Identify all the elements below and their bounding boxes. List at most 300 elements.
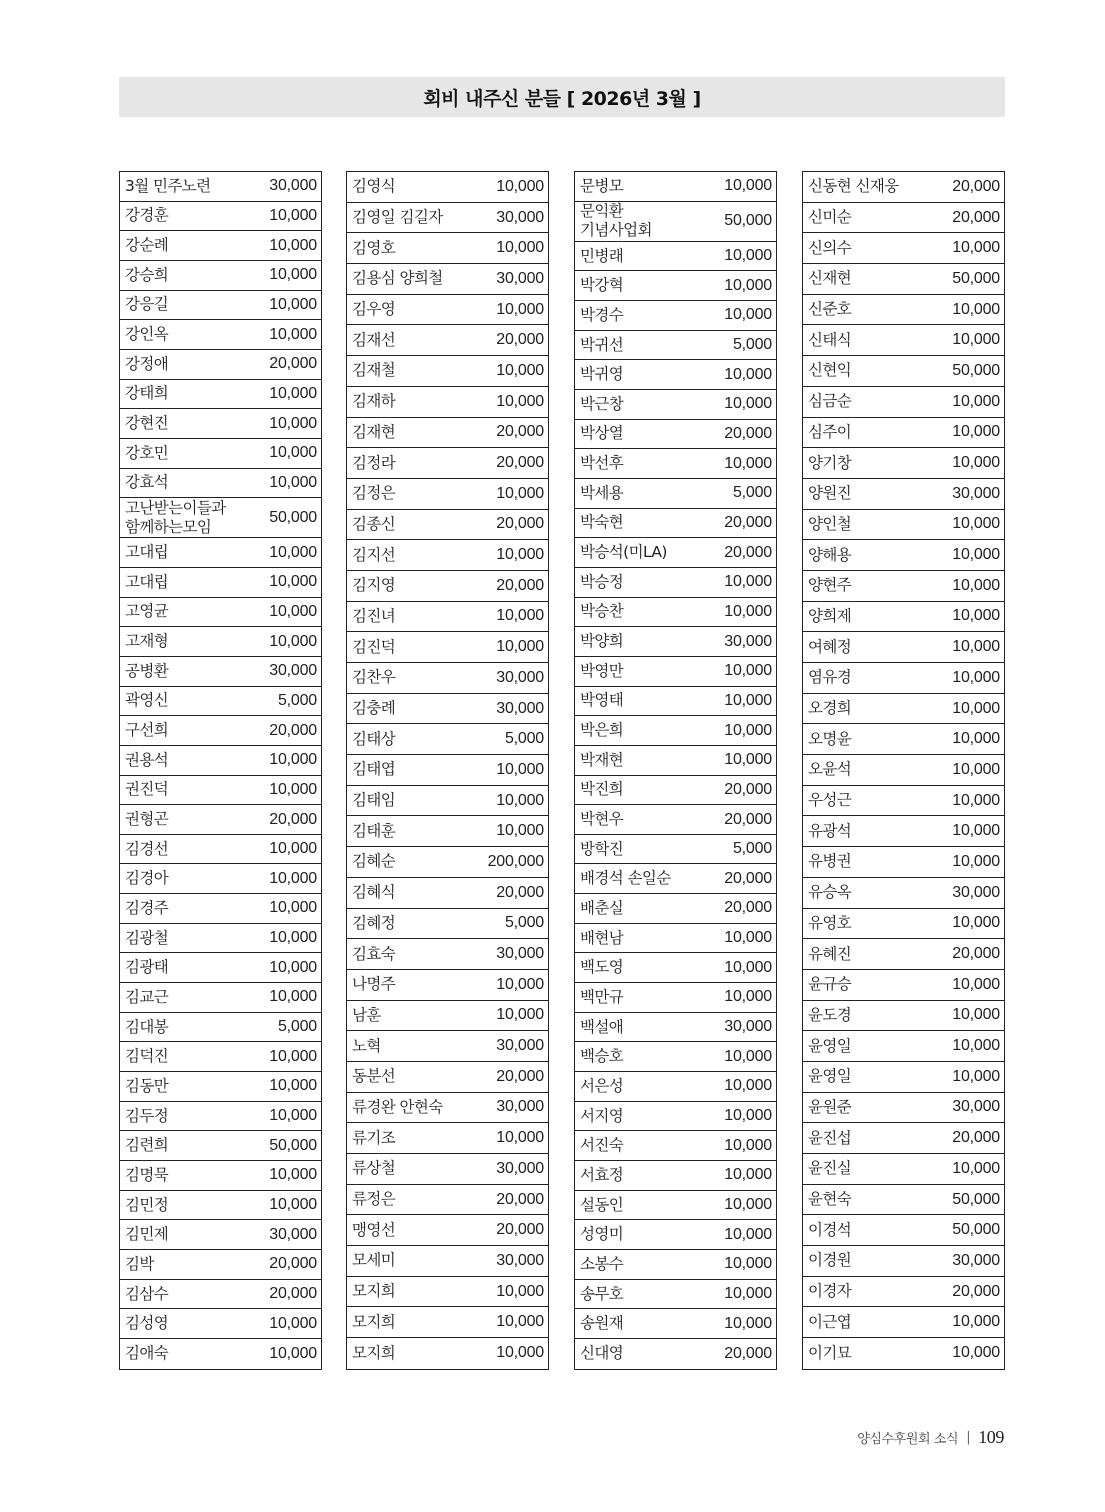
donation-amount: 10,000 [496, 177, 544, 195]
donor-name: 윤진실 [808, 1159, 852, 1178]
table-row [575, 509, 776, 539]
donation-amount: 10,000 [496, 638, 544, 656]
donor-name: 김두정 [125, 1106, 169, 1125]
table-row [803, 1123, 1004, 1154]
donor-name: 신태식 [808, 330, 852, 349]
donation-amount: 10,000 [496, 760, 544, 778]
donation-amount: 10,000 [724, 751, 772, 769]
donor-name: 권진덕 [125, 780, 169, 799]
donation-amount: 10,000 [724, 1136, 772, 1154]
table-row [803, 1307, 1004, 1338]
donation-amount: 10,000 [724, 1077, 772, 1095]
table-row [347, 878, 548, 909]
donor-name: 김혜순 [352, 852, 396, 871]
table-row [120, 1250, 321, 1280]
donation-amount: 50,000 [269, 1136, 317, 1154]
table-row [575, 1250, 776, 1280]
table-row [347, 1338, 548, 1369]
donor-name: 김용심 양희철 [352, 269, 443, 288]
donor-name: 방학진 [580, 839, 624, 858]
table-row [347, 510, 548, 541]
donor-name: 고재형 [125, 632, 169, 651]
donation-amount: 20,000 [269, 1285, 317, 1302]
table-row [347, 540, 548, 571]
donor-name: 김교근 [125, 987, 169, 1006]
donation-amount: 10,000 [724, 929, 772, 947]
table-row [803, 264, 1004, 295]
donation-amount: 20,000 [496, 454, 544, 472]
donation-amount: 10,000 [952, 1006, 1000, 1024]
table-row [575, 420, 776, 450]
donation-amount: 5,000 [277, 1018, 317, 1036]
donor-name: 박승찬 [580, 602, 624, 621]
donor-name: 박상열 [580, 424, 624, 443]
donation-amount: 10,000 [269, 1047, 317, 1065]
donor-name: 박현우 [580, 810, 624, 828]
donation-amount: 20,000 [724, 1344, 772, 1362]
table-row [575, 1309, 776, 1339]
donation-amount: 10,000 [724, 573, 772, 591]
donation-amount: 10,000 [952, 760, 1000, 778]
table-row [803, 571, 1004, 602]
donation-amount: 20,000 [496, 515, 544, 533]
donor-name: 박영태 [580, 691, 624, 710]
donation-amount: 20,000 [496, 423, 544, 441]
donation-amount: 10,000 [496, 1282, 544, 1300]
table-row [803, 1246, 1004, 1277]
donation-amount: 10,000 [269, 473, 317, 491]
donation-amount: 10,000 [724, 276, 772, 294]
donor-name: 노혁 [352, 1036, 381, 1055]
donor-name: 문익환 기념사업회 [580, 202, 652, 240]
donation-amount: 50,000 [952, 361, 1000, 379]
table-row [347, 1246, 548, 1277]
table-row [803, 1215, 1004, 1246]
donor-name: 박승석(미LA) [580, 543, 667, 562]
donor-name: 윤현숙 [808, 1190, 852, 1209]
donor-name: 배현남 [580, 928, 624, 947]
donation-amount: 10,000 [496, 484, 544, 502]
donation-amount: 10,000 [952, 392, 1000, 410]
table-row [347, 479, 548, 510]
table-row [575, 1220, 776, 1250]
donation-amount: 10,000 [724, 958, 772, 976]
donor-name: 김태엽 [352, 760, 396, 779]
donation-amount: 20,000 [724, 513, 772, 531]
table-row [803, 694, 1004, 725]
donor-name: 심주이 [808, 422, 852, 441]
donor-name: 고영균 [125, 602, 169, 621]
donation-amount: 30,000 [496, 269, 544, 287]
donor-name: 강현진 [125, 414, 169, 433]
table-row [120, 746, 321, 776]
donation-amount: 10,000 [269, 751, 317, 769]
donation-amount: 20,000 [952, 208, 1000, 226]
table-row [120, 320, 321, 350]
donation-amount: 10,000 [269, 384, 317, 402]
donor-name: 심금순 [808, 392, 852, 411]
donation-amount: 200,000 [487, 852, 544, 870]
donation-amount: 10,000 [269, 266, 317, 284]
donation-amount: 10,000 [269, 1344, 317, 1362]
donation-amount: 10,000 [269, 602, 317, 620]
table-row [803, 233, 1004, 264]
donor-name: 김박 [125, 1254, 154, 1273]
donor-name: 강정애 [125, 354, 169, 373]
table-row [803, 356, 1004, 387]
table-row [803, 786, 1004, 817]
donor-name: 박승정 [580, 572, 624, 591]
table-row [120, 894, 321, 924]
table-row [120, 1072, 321, 1102]
donation-amount: 10,000 [269, 414, 317, 432]
donation-amount: 10,000 [269, 444, 317, 462]
donor-name: 이근엽 [808, 1312, 852, 1331]
donation-amount: 10,000 [496, 239, 544, 257]
table-row [347, 448, 548, 479]
donor-name: 강호민 [125, 443, 169, 462]
donation-amount: 30,000 [496, 1098, 544, 1116]
donation-amount: 20,000 [724, 869, 772, 887]
donor-name: 백설애 [580, 1017, 624, 1036]
donation-amount: 5,000 [732, 484, 772, 502]
donor-name: 동분선 [352, 1067, 396, 1086]
donation-amount: 20,000 [496, 1221, 544, 1239]
donor-name: 성영미 [580, 1225, 624, 1244]
donation-amount: 30,000 [724, 632, 772, 650]
table-row [347, 1062, 548, 1093]
donor-name: 서지영 [580, 1106, 624, 1125]
donation-amount: 10,000 [724, 988, 772, 1006]
donation-amount: 10,000 [724, 247, 772, 265]
donor-name: 양현주 [808, 576, 852, 595]
donation-amount: 10,000 [952, 914, 1000, 932]
donor-name: 오명윤 [808, 729, 852, 748]
donor-column-1 [119, 171, 322, 1370]
donor-name: 염유경 [808, 668, 852, 687]
donation-amount: 10,000 [724, 365, 772, 383]
donor-name: 모지희 [352, 1343, 396, 1362]
donation-amount: 5,000 [504, 730, 544, 748]
table-row [575, 1191, 776, 1221]
table-row [803, 602, 1004, 633]
table-row [575, 657, 776, 687]
donor-name: 문병모 [580, 176, 624, 195]
donor-name: 김태임 [352, 791, 396, 810]
table-row [120, 231, 321, 261]
donation-amount: 10,000 [496, 1313, 544, 1331]
donor-name: 박세용 [580, 483, 624, 502]
donation-amount: 10,000 [269, 1077, 317, 1095]
donation-amount: 10,000 [724, 1255, 772, 1273]
donation-amount: 10,000 [724, 1225, 772, 1243]
page-title: 회비 내주신 분들 [ 2026년 3월 ] [119, 77, 1005, 117]
donor-name: 윤규승 [808, 975, 852, 994]
donation-amount: 10,000 [269, 929, 317, 947]
donor-name: 윤도경 [808, 1005, 852, 1024]
donation-amount: 10,000 [496, 1344, 544, 1362]
table-row [575, 271, 776, 301]
table-row [120, 1309, 321, 1339]
donor-name: 김진덕 [352, 637, 396, 656]
donor-name: 윤영일 [808, 1067, 852, 1086]
table-row [120, 1013, 321, 1043]
donation-amount: 30,000 [952, 484, 1000, 502]
donation-amount: 10,000 [952, 239, 1000, 257]
donation-amount: 30,000 [496, 1159, 544, 1177]
table-row [120, 568, 321, 598]
donor-name: 강인옥 [125, 325, 169, 344]
donor-name: 김민제 [125, 1225, 169, 1244]
table-row [575, 627, 776, 657]
table-row [120, 924, 321, 954]
donation-amount: 10,000 [952, 331, 1000, 349]
table-row [120, 1339, 321, 1369]
donor-name: 고대립 [125, 572, 169, 591]
table-row [347, 325, 548, 356]
donor-name: 박재현 [580, 750, 624, 769]
donor-name: 유승옥 [808, 883, 852, 902]
donor-name: 모세미 [352, 1251, 396, 1270]
donation-amount: 10,000 [496, 300, 544, 318]
donor-name: 강태희 [125, 384, 169, 403]
table-row [575, 1102, 776, 1132]
donation-amount: 10,000 [724, 395, 772, 413]
donation-amount: 10,000 [952, 546, 1000, 564]
donor-name: 송무호 [580, 1284, 624, 1303]
donor-name: 김재철 [352, 361, 396, 380]
donor-name: 김정은 [352, 484, 396, 503]
table-row [803, 1277, 1004, 1308]
donation-amount: 10,000 [952, 668, 1000, 686]
donor-name: 강경훈 [125, 206, 169, 225]
donation-amount: 30,000 [269, 662, 317, 680]
donor-name: 박귀영 [580, 365, 624, 384]
donor-name: 김삼수 [125, 1284, 169, 1303]
table-row [575, 568, 776, 598]
table-row [120, 350, 321, 380]
donor-name: 박진희 [580, 780, 624, 799]
table-row [120, 291, 321, 321]
donor-name: 맹영선 [352, 1220, 396, 1239]
donor-column-2 [346, 171, 549, 1370]
table-row [803, 1185, 1004, 1216]
table-row [575, 1131, 776, 1161]
donor-name: 오윤석 [808, 760, 852, 779]
donor-name: 김경주 [125, 898, 169, 917]
donor-name: 김경선 [125, 839, 169, 858]
donor-name: 유혜진 [808, 944, 852, 963]
donation-amount: 10,000 [269, 840, 317, 858]
donation-amount: 10,000 [952, 791, 1000, 809]
donor-name: 김찬우 [352, 668, 396, 687]
donor-name: 신현익 [808, 361, 852, 380]
donation-amount: 10,000 [496, 1006, 544, 1024]
table-row [575, 953, 776, 983]
table-row [575, 1339, 776, 1369]
donation-amount: 10,000 [952, 576, 1000, 594]
donation-amount: 20,000 [724, 899, 772, 917]
donation-amount: 20,000 [952, 1129, 1000, 1147]
donor-name: 김태훈 [352, 821, 396, 840]
donation-amount: 10,000 [724, 602, 772, 620]
table-row [575, 538, 776, 568]
table-row [347, 602, 548, 633]
donor-name: 김혜식 [352, 883, 396, 902]
table-row [347, 1123, 548, 1154]
table-row [575, 1161, 776, 1191]
donor-name: 류상철 [352, 1159, 396, 1178]
donor-name: 신재현 [808, 269, 852, 288]
donation-amount: 10,000 [269, 1314, 317, 1332]
table-row [347, 356, 548, 387]
donor-name: 남훈 [352, 1005, 381, 1024]
donation-amount: 30,000 [496, 208, 544, 226]
donation-amount: 20,000 [269, 721, 317, 739]
donor-name: 윤원준 [808, 1097, 852, 1116]
donation-amount: 10,000 [952, 852, 1000, 870]
donation-amount: 5,000 [504, 914, 544, 932]
table-row [347, 418, 548, 449]
donation-amount: 10,000 [952, 1159, 1000, 1177]
table-row [803, 663, 1004, 694]
donation-amount: 30,000 [952, 1098, 1000, 1116]
table-row [347, 632, 548, 663]
donation-amount: 10,000 [952, 515, 1000, 533]
donation-amount: 10,000 [269, 1166, 317, 1184]
table-row [347, 295, 548, 326]
donation-amount: 10,000 [724, 691, 772, 709]
donation-amount: 30,000 [496, 668, 544, 686]
page-footer [857, 1427, 1004, 1448]
donation-amount: 10,000 [952, 607, 1000, 625]
donation-amount: 20,000 [952, 177, 1000, 195]
table-row [803, 1031, 1004, 1062]
donor-name: 백도영 [580, 958, 624, 977]
donor-name: 류경완 안현숙 [352, 1097, 443, 1116]
donor-name: 박양희 [580, 632, 624, 651]
table-row [120, 469, 321, 499]
donation-amount: 20,000 [724, 543, 772, 561]
donation-amount: 10,000 [496, 1129, 544, 1147]
donation-amount: 50,000 [269, 508, 317, 526]
donation-amount: 10,000 [496, 361, 544, 379]
table-row [803, 1338, 1004, 1369]
table-row [575, 301, 776, 331]
table-row [120, 805, 321, 835]
table-row [803, 724, 1004, 755]
donor-name: 송원재 [580, 1314, 624, 1333]
donor-name: 백만규 [580, 987, 624, 1006]
donor-name: 박은희 [580, 721, 624, 740]
donation-amount: 30,000 [269, 1225, 317, 1243]
table-row [575, 776, 776, 806]
donation-amount: 30,000 [496, 945, 544, 963]
table-row [120, 172, 321, 202]
table-row [347, 1001, 548, 1032]
donor-name: 배춘실 [580, 898, 624, 917]
table-row [120, 439, 321, 469]
table-row [575, 331, 776, 361]
donation-amount: 10,000 [269, 1196, 317, 1214]
table-row [120, 983, 321, 1013]
donor-name: 김대봉 [125, 1017, 169, 1036]
table-row [347, 1215, 548, 1246]
donation-amount: 10,000 [269, 899, 317, 917]
donor-name: 박영만 [580, 661, 624, 680]
table-row [347, 1154, 548, 1185]
donor-column-3 [574, 171, 777, 1370]
donor-name: 양희제 [808, 606, 852, 625]
table-row [347, 203, 548, 234]
table-row [347, 939, 548, 970]
table-row [120, 261, 321, 291]
table-row [575, 242, 776, 272]
donation-amount: 10,000 [724, 721, 772, 739]
donation-amount: 10,000 [952, 1313, 1000, 1331]
table-row [575, 746, 776, 776]
table-row [575, 202, 776, 242]
donation-amount: 10,000 [269, 1107, 317, 1125]
table-row [120, 1131, 321, 1161]
donation-amount: 20,000 [496, 1190, 544, 1208]
donor-name: 강승희 [125, 265, 169, 284]
donor-name: 곽영신 [125, 691, 169, 710]
donor-name: 이경자 [808, 1282, 852, 1301]
donation-amount: 10,000 [269, 869, 317, 887]
donation-amount: 10,000 [952, 638, 1000, 656]
donation-amount: 50,000 [952, 1221, 1000, 1239]
donation-amount: 10,000 [269, 543, 317, 561]
donor-name: 모지희 [352, 1312, 396, 1331]
donation-amount: 30,000 [496, 1251, 544, 1269]
table-row [803, 939, 1004, 970]
table-row [347, 847, 548, 878]
donor-name: 이경석 [808, 1220, 852, 1239]
table-row [803, 755, 1004, 786]
donation-amount: 20,000 [952, 945, 1000, 963]
table-row [575, 390, 776, 420]
table-row [575, 716, 776, 746]
table-row [120, 1042, 321, 1072]
table-row [803, 1093, 1004, 1124]
donation-amount: 10,000 [496, 822, 544, 840]
donation-amount: 20,000 [269, 1255, 317, 1273]
table-row [120, 1102, 321, 1132]
donor-name: 김영일 김길자 [352, 208, 443, 227]
table-row [120, 627, 321, 657]
table-row [347, 1277, 548, 1308]
donor-name: 김명묵 [125, 1165, 169, 1184]
donation-amount: 10,000 [269, 988, 317, 1006]
table-row [120, 202, 321, 232]
donation-amount: 10,000 [496, 392, 544, 410]
table-row [120, 538, 321, 568]
donation-amount: 30,000 [952, 883, 1000, 901]
donation-amount: 10,000 [952, 454, 1000, 472]
table-row [575, 1013, 776, 1043]
table-row [803, 387, 1004, 418]
donor-name: 모지희 [352, 1282, 396, 1301]
donation-amount: 30,000 [724, 1018, 772, 1036]
donor-name: 오경희 [808, 699, 852, 718]
donation-amount: 10,000 [952, 975, 1000, 993]
donor-name: 서은성 [580, 1076, 624, 1095]
table-row [803, 510, 1004, 541]
donor-name: 윤진섭 [808, 1128, 852, 1147]
donation-amount: 10,000 [724, 1107, 772, 1125]
donor-name: 배경석 손일순 [580, 869, 671, 888]
